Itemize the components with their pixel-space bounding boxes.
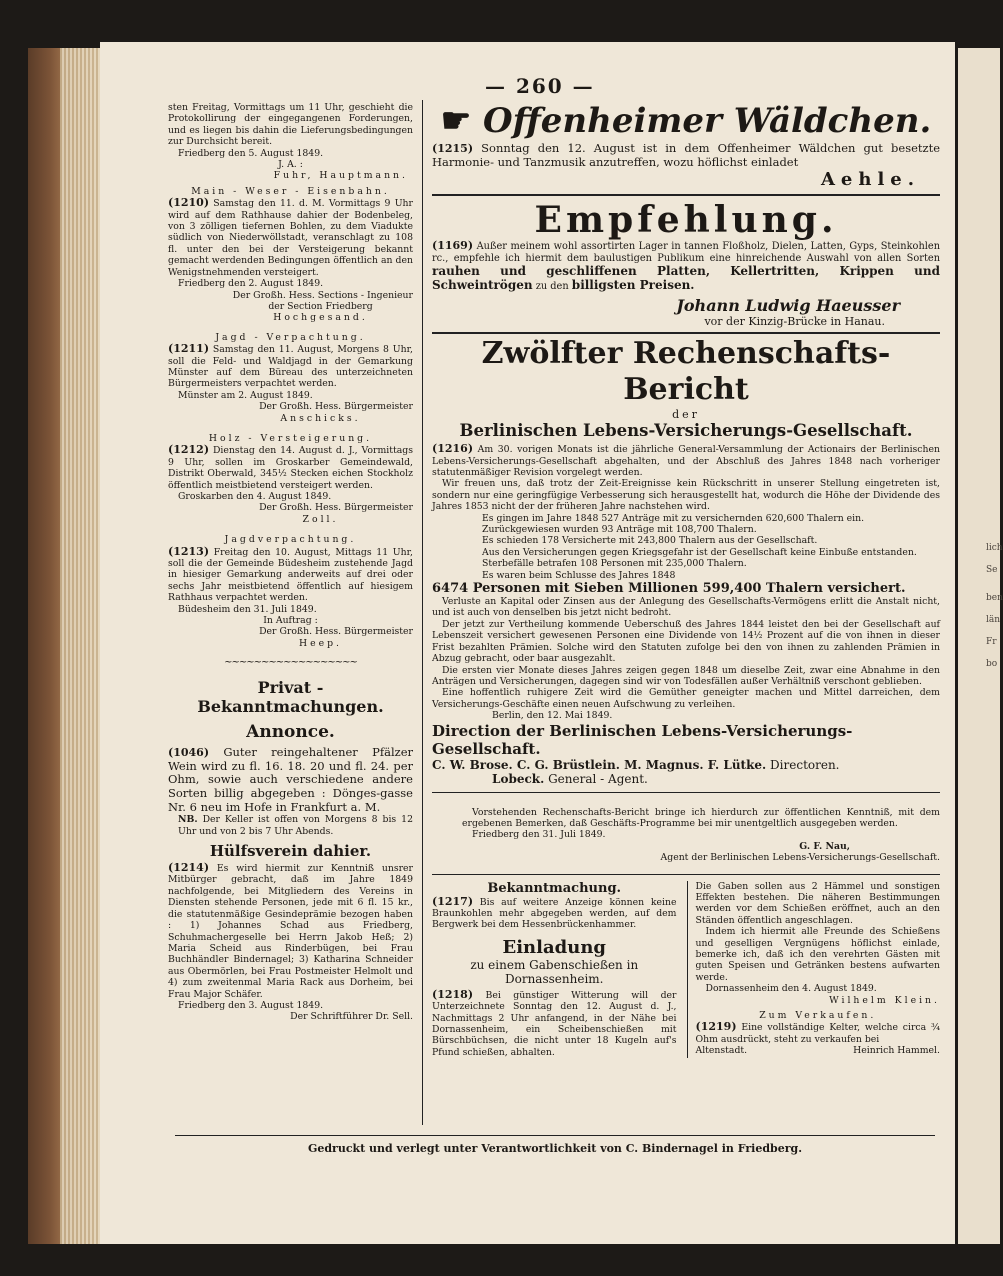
- ad-title-empfehlung: Empfehlung.: [534, 199, 838, 242]
- right-column: [432, 100, 940, 1058]
- ad-title-text: Offenheimer Wäldchen.: [483, 101, 932, 141]
- notice-emphasis: rauhen und geschliffenen Platten, Kellertritten, Krippen und Schweintrögen: [432, 264, 940, 293]
- column-divider: [422, 100, 423, 1125]
- bottom-left-column: [432, 881, 677, 1059]
- notice-heading: Jagd - Verpachtung.: [215, 331, 366, 343]
- notice-date: Friedberg den 3. August 1849.: [178, 999, 324, 1011]
- notice-text: Sonntag den 12. August ist in dem Offenheimer Wäldchen gut besetzte Harmonie- und Tanzmusik anzutreffen, wozu höflichst einladet: [432, 141, 941, 169]
- report-text: Sterbefälle betrafen 108 Personen mit 235,000 Thalern.: [482, 558, 747, 570]
- pointing-hand-icon: ☛: [440, 101, 484, 141]
- notice-text: Außer meinem wohl assortirten Lager in tannen Floßholz, Dielen, Latten, Gyps, Steinkohlen rc., empfehle ich hiermit dem baulustigen Publikum eine hinreichende Auswahl von allen Sorten: [432, 241, 940, 265]
- page-number: — 260 —: [485, 74, 595, 98]
- notice-number: (1217): [432, 894, 474, 908]
- next-page-text: Se: [986, 565, 998, 575]
- notice-text: Bis auf weitere Anzeige können keine Braunkohlen mehr abgegeben werden, auf dem Bergwerk bei dem Hessenbrückenhammer.: [432, 896, 677, 931]
- notice-text: Eine vollständige Kelter, welche circa ¾ Ohm ausdrückt, steht zu verkaufen bei: [695, 1022, 940, 1045]
- notice-number: (1213): [168, 544, 210, 558]
- imprint: Gedruckt und verlegt unter Verantwortlichkeit von C. Bindernagel in Friedberg.: [307, 1142, 803, 1155]
- notice-heading: Jagdverpachtung.: [224, 534, 357, 546]
- report-text: Es schieden 178 Versicherte mit 243,800 Thalern aus der Gesellschaft.: [482, 535, 818, 547]
- report-title-der: der: [672, 408, 700, 422]
- notice-date: Groskarben den 4. August 1849.: [178, 491, 332, 502]
- agent-notice: [432, 793, 940, 874]
- notice-signature: Anschicks.: [280, 412, 361, 424]
- notice-signature: Der Großh. Hess. Bürgermeister: [259, 626, 413, 638]
- notice-number: (1212): [168, 443, 210, 457]
- notice-signature: vor der Kinzig-Brücke in Hanau.: [704, 315, 885, 329]
- notice-text: Indem ich hiermit alle Freunde des Schießens und geselligen Vergnügens höflichst einlade, bemerke ich, daß ich den verehrten Gästen mit guten Speisen und Getränken bestens aufwarten werde.: [695, 926, 940, 983]
- ad-heading: Hülfsverein dahier.: [209, 842, 372, 861]
- notice-signature: Heep.: [298, 637, 343, 649]
- notice-number: (1211): [168, 342, 210, 356]
- notice-date: Dornassenheim den 4. August 1849.: [705, 983, 877, 995]
- report-text: Die ersten vier Monate dieses Jahres zeigen gegen 1848 um dieselbe Zeit, zwar eine Abnahme in den Anträgen und Versicherungen, dagegen sind wir von Todesfällen außer Verhältniß verschont geblieben.: [432, 664, 940, 687]
- report-highlight: 6474 Personen mit Sieben Millionen 599,400 Thalern versichert.: [432, 581, 906, 597]
- page-footer: [175, 1135, 935, 1155]
- agent-name: Lobeck.: [492, 771, 545, 786]
- notice-signature: Aehle.: [820, 169, 920, 191]
- notice-text: Samstag den 11. d. M. Vormittags 9 Uhr wird auf dem Rathhause dahier der Bodenbeleg, von 3 zölligen tiefernen Bohlen, zu dem Viadukte südlich von Niederwöllstadt, veranschlagt zu 108 fl. unter den bei der Versteigerung bekannt gemacht werdenden Bedingungen öffentlich an den Wenigstnehmenden versteigert.: [168, 198, 413, 278]
- left-column: [168, 102, 413, 1023]
- notice-number: (1218): [432, 987, 474, 1001]
- notice-heading: Holz - Versteigerung.: [208, 432, 373, 444]
- report-text: Wir freuen uns, daß trotz der Zeit-Ereignisse kein Rückschritt in unserer Stellung eingetreten ist, sondern nur eine geringfügige Verbesserung sich herausgestellt hat, wodurch die Höhe der Dividende des Jahres 1853 nicht der der früheren Jahre nachstehen wird.: [432, 478, 940, 513]
- notice-signature: Heinrich Hammel.: [853, 1045, 940, 1057]
- notice-signature: Johann Ludwig Haeusser: [676, 296, 900, 316]
- notice-signature: G. F. Nau,: [799, 840, 850, 852]
- notice-number: (1216): [432, 442, 474, 456]
- ad-title-offenheimer: [432, 100, 940, 142]
- notice-signature: J. A. :: [278, 159, 303, 171]
- report-text: Am 30. vorigen Monats ist die jährliche General-Versammlung der Actionairs der Berlinischen Lebens-Versicherungs-Gesellschaft abgehalten, und der Abschluß des Jahres 1848 nach vorheriger statutenmäßiger Revision vorgelegt werden.: [432, 444, 940, 478]
- director-role: Directoren.: [770, 757, 840, 772]
- notice-signature: Der Großh. Hess. Bürgermeister: [259, 401, 413, 413]
- notice-subheading: zu einem Gabenschießen in Dornassenheim.: [470, 957, 639, 986]
- section-rule: [432, 874, 940, 875]
- bottom-right-column: [687, 881, 941, 1059]
- notice-text: Es wird hiermit zur Kenntniß unsrer Mitbürger gebracht, daß im Jahre 1849 nachfolgende, bei Mitgliedern des Vereins in Diensten stehende Personen, jede mit 6 fl. 15 kr., die statutenmäßige Gesindeprämie bezogen haben : 1) Johannes Schad aus Friedberg, Schuhmachergeselle bei Herrn Jakob Heß; 2) Maria Scheid aus Rinderbügen, bei Frau Buchhändler Bindernagel; 3) Katharina Schneider aus Obermörlen, bei Frau Postmeister Helmolt und 4) zum zweitenmal Maria Rack aus Dorheim, bei Frau Major Schäfer.: [168, 863, 413, 1000]
- report-date: Berlin, den 12. Mai 1849.: [492, 710, 613, 722]
- notice-signature: Der Großh. Hess. Bürgermeister: [259, 502, 413, 514]
- ornament-divider: ~~~~~~~~~~~~~~~~~~: [224, 657, 357, 669]
- notice-text: Der Keller ist offen von Morgens 8 bis 12 Uhr und von 2 bis 7 Uhr Abends.: [178, 814, 413, 837]
- section-heading: Privat - Bekanntmachungen.: [197, 678, 384, 717]
- notice-number: (1214): [168, 861, 210, 875]
- agent-role: General - Agent.: [548, 771, 648, 786]
- notice-number: (1215): [432, 142, 474, 155]
- next-page-text: län: [986, 615, 1001, 625]
- section-rule: [432, 332, 940, 334]
- director-names: C. W. Brose. C. G. Brüstlein. M. Magnus. F. Lütke.: [432, 757, 767, 772]
- report-title: Zwölfter Rechenschafts-Bericht: [481, 336, 891, 408]
- notice-number: (1219): [695, 1020, 737, 1034]
- notice-signature: Fuhr, Hauptmann.: [273, 170, 408, 182]
- notice-number: (1169): [432, 239, 474, 253]
- notice-text: Dienstag den 14. August d. J., Vormittags 9 Uhr, sollen im Groskarber Gemeindewald, Distrikt Oberwald, 345½ Stecken eichen Stockholz öffentlich meistbietend versteigert werden.: [168, 445, 413, 491]
- report-text: Aus den Versicherungen gegen Kriegsgefahr ist der Gesellschaft keine Einbuße entstanden.: [482, 546, 917, 558]
- notice-signature: Wilhelm Klein.: [829, 994, 940, 1006]
- notice-signature: der Section Friedberg: [268, 300, 373, 312]
- report-text: Der jetzt zur Vertheilung kommende Ueberschuß des Jahres 1844 leistet den bei der Gesellschaft auf Lebenszeit versichert gewesenen Personen eine Dividende von 14½ Prozent auf die von ihnen in dieser Frist bezahlten Prämien. Solche wird den Statuten zufolge bei den von ihnen zu zahlenden Prämien in Abzug gebracht, oder baar ausgezahlt.: [432, 618, 940, 665]
- notice-text: sten Freitag, Vormittags um 11 Uhr, geschieht die Protokollirung der eingegangenen Forderungen, und es liegen bis dahin die Lieferungsbedingungen zur Durchsicht bereit.: [168, 102, 413, 148]
- notice-heading: Bekanntmachung.: [487, 880, 622, 896]
- notice-text: Die Gaben sollen aus 2 Hämmel und sonstigen Effekten bestehen. Die näheren Bestimmungen werden vor dem Schießen eröffnet, auch an den Ständen öffentlich angeschlagen.: [695, 880, 940, 926]
- notice-signature: Zoll.: [302, 513, 339, 525]
- notice-date: Büdesheim den 31. Juli 1849.: [178, 603, 317, 615]
- report-text: Zurückgewiesen wurden 93 Anträge mit 108,700 Thalern.: [482, 524, 757, 536]
- report-direction: Direction der Berlinischen Lebens-Versicherungs-Gesellschaft.: [432, 721, 853, 758]
- notice-date: Friedberg den 5. August 1849.: [178, 147, 324, 159]
- notice-text: Bei günstiger Witterung will der Unterzeichnete Sonntag den 12. August d. J., Nachmittags 2 Uhr anfangend, in der Nähe bei Dornassenheim, ein Scheibenschießen mit Bürschbüchsen, die nicht unter 18 Kugeln auf's Pfund schießen, abhalten.: [432, 989, 677, 1058]
- notice-heading: Zum Verkaufen.: [759, 1010, 877, 1022]
- notice-text: Guter reingehaltener Pfälzer Wein wird zu fl. 16. 18. 20 und fl. 24. per Ohm, sowie auch verschiedene andere Sorten billig abgegeben : Dönges-gasse Nr. 6 neu im Hofe in Frankfurt a. M.: [168, 745, 413, 814]
- ad-heading: Annonce.: [246, 722, 335, 743]
- next-page-text: lich: [986, 543, 1003, 553]
- notice-text: Vorstehenden Rechenschafts-Bericht bringe ich hierdurch zur öffentlichen Kenntniß, mit dem ergebenen Bemerken, daß Geschäfts-Programme bei mir unentgeltlich ausgegeben werden.: [462, 806, 940, 829]
- notice-signature: Altenstadt.: [695, 1045, 748, 1057]
- notice-number: (1046): [168, 746, 210, 760]
- bottom-two-columns: [432, 881, 940, 1059]
- notice-heading: Main - Weser - Eisenbahn.: [191, 185, 390, 197]
- notice-signature: Der Schriftführer Dr. Sell.: [290, 1011, 413, 1023]
- notice-text: Samstag den 11. August, Morgens 8 Uhr, soll die Feld- und Waldjagd in der Gemarkung Münster auf dem Büreau des unterzeichneten Bürgermeisters verpachtet werden.: [168, 344, 413, 390]
- notice-date: Friedberg den 31. Juli 1849.: [472, 829, 606, 841]
- next-page-fragment: [958, 48, 1003, 1244]
- notice-emphasis: billigsten Preisen.: [571, 278, 695, 293]
- notice-date: Friedberg den 2. August 1849.: [178, 278, 324, 290]
- notice-text: zu den: [535, 281, 569, 293]
- footer-rule: [175, 1135, 935, 1136]
- notice-text: Freitag den 10. August, Mittags 11 Uhr, soll die der Gemeinde Büdesheim zustehende Jagd in hiesiger Gemarkung anderweits auf drei oder sechs Jahr meistbietend öffentlich auf hiesigem Rathhaus verpachtet werden.: [168, 546, 413, 604]
- report-text: Es gingen im Jahre 1848 527 Anträge mit zu versichernden 620,600 Thalern ein.: [482, 512, 865, 524]
- notice-signature: Der Großh. Hess. Sections - Ingenieur: [232, 289, 413, 301]
- next-page-text: Fr: [986, 637, 997, 647]
- report-text: Verluste an Kapital oder Zinsen aus der Anlegung des Gesellschafts-Vermögens erlitt die Anstalt nicht, und ist auch von denselben bis jetzt nicht bedroht.: [432, 596, 940, 619]
- notice-date: Münster am 2. August 1849.: [178, 389, 313, 401]
- nb-label: NB.: [178, 814, 198, 826]
- next-page-text: ben: [986, 593, 1003, 603]
- notice-number: (1210): [168, 196, 210, 210]
- report-subtitle: Berlinischen Lebens-Versicherungs-Gesellschaft.: [459, 421, 913, 441]
- notice-signature: In Auftrag :: [263, 615, 318, 627]
- section-rule: [432, 194, 940, 196]
- notice-signature: Agent der Berlinischen Lebens-Versicherungs-Gesellschaft.: [660, 852, 940, 864]
- notice-signature: Hochgesand.: [273, 312, 368, 324]
- report-text: Es waren beim Schlusse des Jahres 1848: [482, 569, 676, 581]
- next-page-text: bo: [986, 659, 998, 669]
- report-text: Eine hoffentlich ruhigere Zeit wird die Gemüther geneigter machen und Mittel darreichen, dem Versicherungs-Geschäfte einen neuen Aufschwung zu verleihen.: [432, 687, 940, 710]
- notice-heading: Einladung: [502, 936, 606, 958]
